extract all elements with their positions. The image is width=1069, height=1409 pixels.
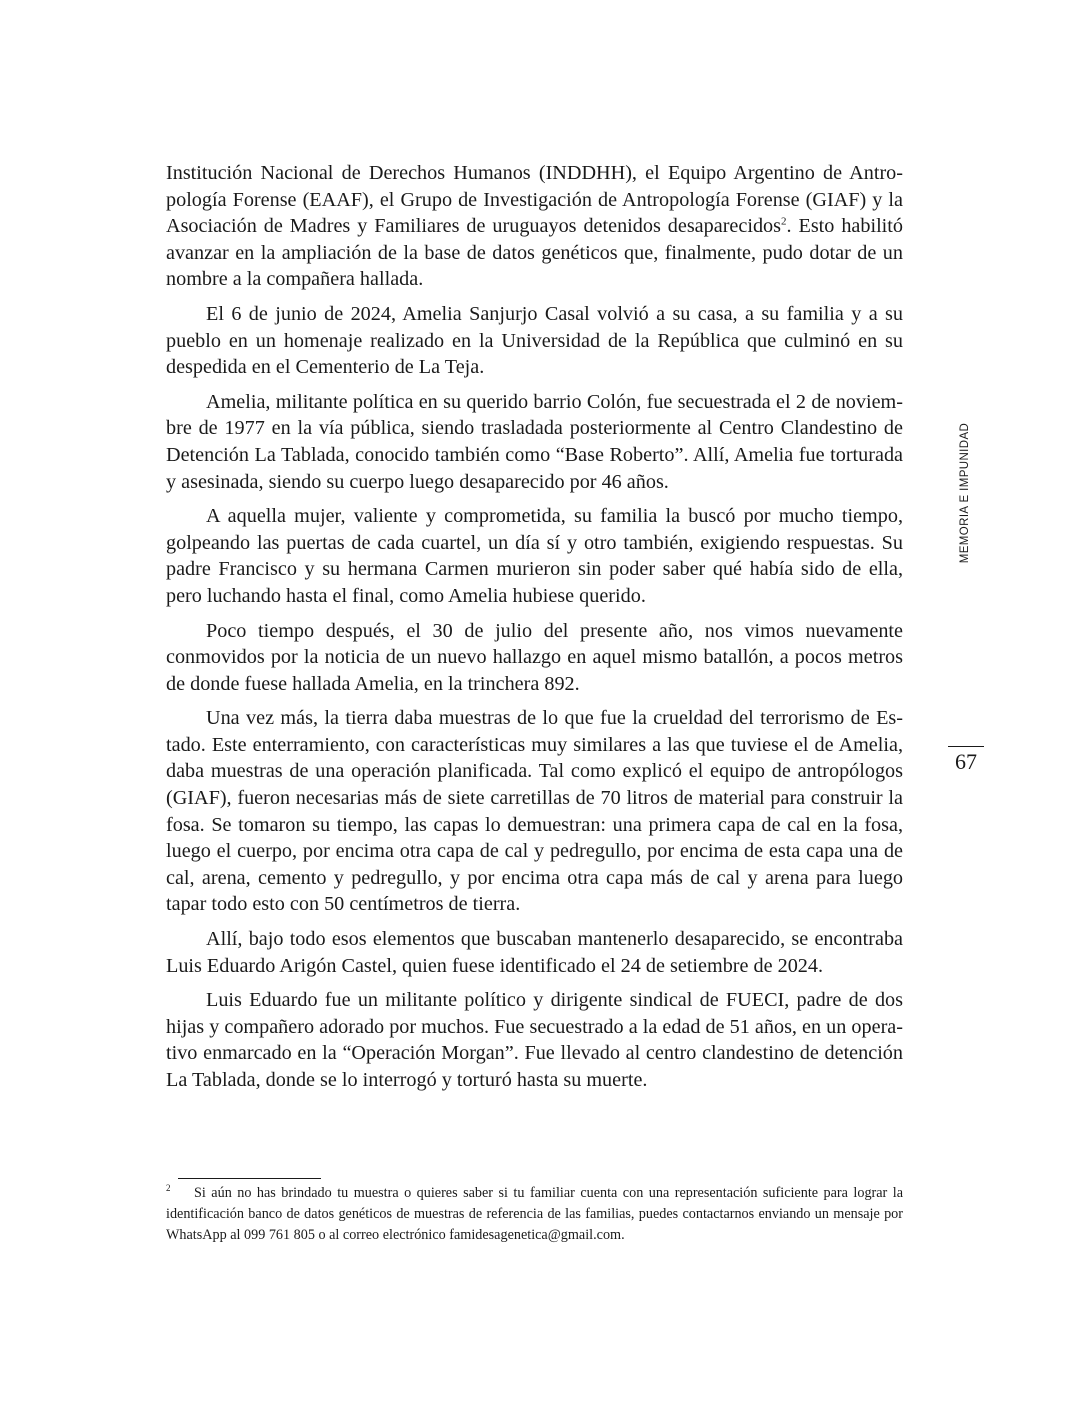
main-text <box>166 160 903 1102</box>
paragraph: Allí, bajo todo esos elementos que buscaban mantenerlo desaparecido, se encontraba Luis Eduardo Arigón Castel, quien fuese identificado el 24 de setiembre de 2024. <box>166 928 903 977</box>
footnote-reference: 2 <box>781 215 787 228</box>
paragraph: Poco tiempo después, el 30 de julio del presente año, nos vimos nuevamente conmovidos por la noticia de un nuevo hallazgo en aquel mismo batallón, a pocos metros de donde fuese hallada Amelia, en la trinchera 892. <box>166 619 903 695</box>
footnote: 2 Si aún no has brindado tu muestra o quieres saber si tu familiar cuenta con una representación suficiente para lograr la identificación banco de datos genéticos de muestras de referencia de las familias, puedes contactarnos enviando un mensaje por WhatsApp al 099 761 805 o al correo electrónico famidesagenetica@gmail.com. <box>166 1183 903 1243</box>
paragraph-text: Institución Nacional de Derechos Humanos (INDDHH), el Equipo Argentino de Antropología Forense (EAAF), el Grupo de Investigación de Antropología Forense (GIAF) y la Asociación de Madres y Familiares de uruguayos detenidos desaparecidos <box>166 162 903 238</box>
page-number-rule <box>948 746 984 747</box>
paragraph-text: . Esto habilitó avanzar en la ampliación de la base de datos genéticos que, finalmente, pudo dotar de un nombre a la compañera hallada. <box>166 215 903 291</box>
paragraph: El 6 de junio de 2024, Amelia Sanjurjo Casal volvió a su casa, a su familia y a su pueblo en un homenaje realizado en la Universidad de la República que culminó en su despedida en el Cementerio de La Teja. <box>166 302 903 379</box>
paragraph: A aquella mujer, valiente y comprometida, su familia la buscó por mucho tiempo, golpeando las puertas de cada cuartel, un día sí y otro también, exigiendo respuestas. Su padre Francisco y su hermana Carmen murieron sin poder saber qué había sido de ella, pero luchando hasta el final, como Amelia hubiese querido. <box>166 505 903 607</box>
paragraph <box>166 160 903 293</box>
page-number: 67 <box>955 749 977 774</box>
footnote-text: Si aún no has brindado tu muestra o quieres saber si tu familiar cuenta con una representación suficiente para lograr la identificación banco de datos genéticos de muestras de referencia de las familias, puedes contactarnos enviando un mensaje por WhatsApp al 099 761 805 o al correo electrónico famidesagenetica@gmail.com. <box>166 1185 903 1243</box>
running-header-text: MEMORIA E IMPUNIDAD <box>959 422 971 563</box>
paragraph: Una vez más, la tierra daba muestras de lo que fue la crueldad del terrorismo de Estado. Este enterramiento, con características muy similares a las que tuviese el de Amelia, daba muestras de una operación planificada. Tal como explicó el equipo de antropólogos (GIAF), fueron necesarias más de siete carretillas de 70 litros de material para construir la fosa. Se tomaron su tiempo, las capas lo demuestran: una primera capa de cal en la fosa, luego el cuerpo, por encima otra capa de cal y pedregullo, por encima de esta capa una de cal, arena, cemento y pedregullo, y por encima otra capa más de cal y arena para luego tapar todo esto con 50 centímetros de tierra. <box>166 707 903 916</box>
running-header-vertical <box>955 420 975 565</box>
paragraph: Amelia, militante política en su querido barrio Colón, fue secuestrada el 2 de noviembre de 1977 en la vía pública, siendo trasladada posteriormente al Centro Clandestino de Detención La Tablada, conocido también como “Base Roberto”. Allí, Amelia fue torturada y asesinada, siendo su cuerpo luego desaparecido por 46 años. <box>166 390 903 493</box>
paragraph: Luis Eduardo fue un militante político y dirigente sindical de FUECI, padre de dos hijas y compañero adorado por muchos. Fue secuestrado a la edad de 51 años, en un operativo enmarcado en la “Operación Morgan”. Fue llevado al centro clandestino de detención La Tablada, donde se lo interrogó y torturó hasta su muerte. <box>166 989 903 1091</box>
footnote-separator <box>178 1178 321 1179</box>
